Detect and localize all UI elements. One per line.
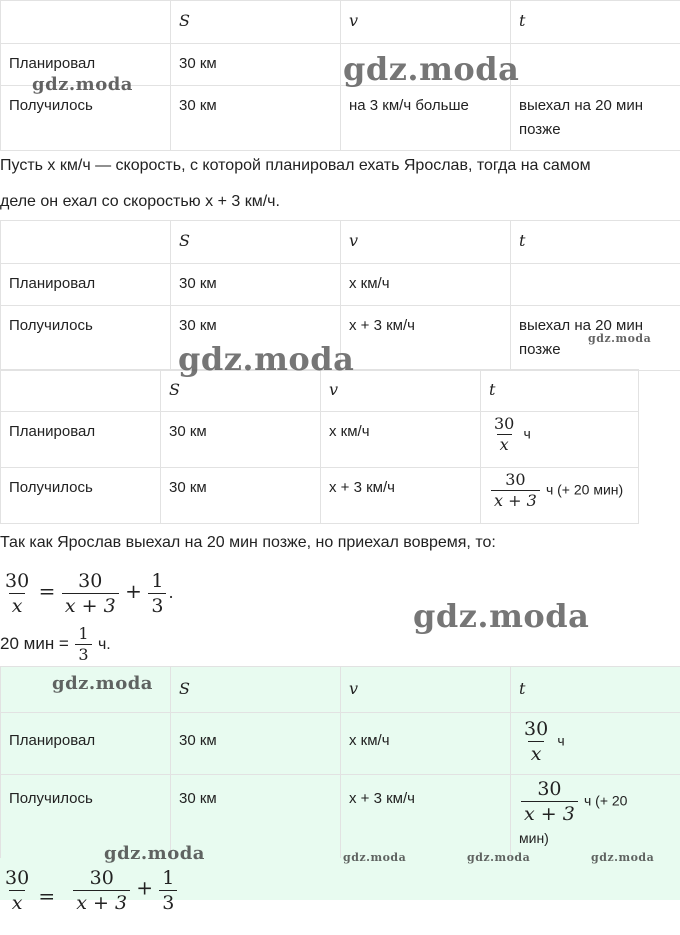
- equation-rhs-fraction: [73, 866, 130, 915]
- table-row: [1, 775, 680, 861]
- fraction-denominator: x + 3: [73, 890, 130, 915]
- conversion-unit: ч.: [97, 636, 111, 653]
- watermark: gdz.moda: [343, 851, 407, 864]
- fraction-numerator: 1: [78, 624, 89, 644]
- fraction-numerator: 30: [5, 570, 30, 593]
- cell-v: x км/ч: [321, 412, 481, 468]
- table-row: [1, 86, 680, 151]
- plus-sign: +: [136, 875, 154, 900]
- cell-s: 30 км: [171, 86, 341, 151]
- fraction-numerator: 1: [151, 570, 164, 593]
- table-row: [1, 412, 639, 468]
- watermark: gdz.moda: [591, 851, 655, 864]
- row-label: Планировал: [1, 44, 171, 86]
- fraction-denominator: x: [528, 741, 545, 766]
- fraction-numerator: 30: [89, 867, 114, 889]
- cell-t-line: выехал на 20 мин: [519, 317, 643, 334]
- row-label: Планировал: [1, 412, 161, 468]
- watermark: gdz.moda: [52, 673, 153, 694]
- header-v: v: [341, 221, 511, 264]
- header-empty: [1, 221, 171, 264]
- header-t: t: [481, 370, 639, 412]
- watermark: gdz.moda: [178, 340, 355, 378]
- cell-s: 30 км: [171, 775, 341, 861]
- cell-t: [481, 468, 639, 524]
- cell-s: 30 км: [171, 713, 341, 775]
- table-row: [1, 264, 680, 306]
- equation: [0, 563, 174, 622]
- row-label: Получилось: [1, 306, 171, 371]
- header-v: v: [341, 1, 511, 44]
- equation-partial: [0, 858, 680, 935]
- header-v: v: [321, 370, 481, 412]
- cell-t: [481, 412, 639, 468]
- table-3: [0, 369, 639, 524]
- fraction-numerator: 30: [5, 867, 30, 889]
- row-label: Получилось: [1, 86, 171, 151]
- watermark: gdz.moda: [343, 50, 520, 88]
- header-s: S: [171, 667, 341, 713]
- cell-t: [511, 713, 680, 775]
- row-label: Планировал: [1, 264, 171, 306]
- table-row: [1, 713, 680, 775]
- equation-rhs-fraction: [62, 569, 119, 618]
- watermark: gdz.moda: [104, 843, 205, 864]
- cell-s: 30 км: [171, 44, 341, 86]
- period: .: [168, 583, 174, 602]
- fraction-denominator: x: [9, 890, 26, 915]
- fraction-denominator: 3: [148, 593, 166, 618]
- cell-v: x + 3 км/ч: [321, 468, 481, 524]
- header-t: t: [511, 1, 680, 44]
- conversion-fraction: [75, 624, 91, 665]
- plus-sign: +: [125, 579, 142, 603]
- row-label: Планировал: [1, 713, 171, 775]
- cell-t: [511, 264, 680, 306]
- table-row: [1, 468, 639, 524]
- fraction-numerator: 30: [494, 414, 515, 433]
- fraction-denominator: x: [497, 434, 512, 455]
- row-label: Получилось: [1, 775, 171, 861]
- watermark: gdz.moda: [467, 851, 531, 864]
- paragraph-condition: Так как Ярослав выехал на 20 мин позже, но приехал вовремя, то:: [0, 534, 496, 551]
- paragraph-speed-definition: Пусть x км/ч — скорость, с которой планировал ехать Ярослав, тогда на самом: [0, 157, 591, 174]
- time-unit: ч: [523, 425, 531, 442]
- fraction-numerator: 30: [537, 778, 562, 800]
- fraction-numerator: 30: [78, 570, 103, 593]
- cell-v: x км/ч: [341, 713, 511, 775]
- header-s: S: [171, 221, 341, 264]
- cell-t: [511, 86, 680, 151]
- fraction-numerator: 30: [524, 718, 549, 740]
- time-unit: ч: [557, 732, 565, 749]
- header-s: S: [171, 1, 341, 44]
- cell-t-line: позже: [519, 341, 561, 358]
- equation-lhs-fraction: [2, 866, 32, 915]
- cell-t: [511, 44, 680, 86]
- time-unit: ч (+ 20 мин): [545, 481, 624, 498]
- conversion-left: 20 мин =: [0, 634, 69, 653]
- time-fraction: [521, 717, 551, 766]
- cell-s: 30 км: [161, 412, 321, 468]
- fraction-denominator: 3: [75, 644, 91, 665]
- watermark: gdz.moda: [588, 332, 652, 345]
- header-empty: [1, 370, 161, 412]
- equals-sign: =: [38, 884, 56, 908]
- header-t: t: [511, 221, 680, 264]
- time-conversion: [0, 622, 111, 666]
- time-unit: ч (+ 20: [583, 792, 628, 809]
- table-header-row: [1, 221, 680, 264]
- cell-s: 30 км: [171, 264, 341, 306]
- equation-third-fraction: [159, 866, 177, 915]
- time-unit-cont: мин): [519, 830, 549, 846]
- cell-s: 30 км: [161, 468, 321, 524]
- cell-v: x + 3 км/ч: [341, 306, 511, 371]
- header-v: v: [341, 667, 511, 713]
- cell-s: 30 км: [171, 306, 341, 371]
- equals-sign: =: [38, 579, 56, 603]
- cell-v: x км/ч: [341, 264, 511, 306]
- fraction-denominator: x + 3: [491, 490, 540, 511]
- fraction-denominator: 3: [159, 890, 177, 915]
- time-fraction: [491, 414, 517, 455]
- cell-v: на 3 км/ч больше: [341, 86, 511, 151]
- time-fraction: [491, 470, 540, 511]
- fraction-denominator: x: [9, 593, 26, 618]
- paragraph-speed-definition-line2: деле он ехал со скоростью x + 3 км/ч.: [0, 193, 280, 210]
- fraction-denominator: x + 3: [62, 593, 119, 618]
- equation-lhs-fraction: [2, 569, 32, 618]
- fraction-denominator: x + 3: [521, 801, 578, 826]
- fraction-numerator: 30: [505, 470, 526, 489]
- table-header-row: [1, 1, 680, 44]
- row-label: Получилось: [1, 468, 161, 524]
- cell-t-line: позже: [519, 121, 561, 138]
- cell-v: x + 3 км/ч: [341, 775, 511, 861]
- cell-t: [511, 775, 680, 861]
- fraction-numerator: 1: [162, 867, 175, 889]
- header-s: S: [161, 370, 321, 412]
- time-fraction: [521, 777, 578, 826]
- watermark: gdz.moda: [32, 74, 133, 95]
- table-4-highlighted: [0, 666, 680, 861]
- cell-t-line: выехал на 20 мин: [519, 97, 643, 114]
- watermark: gdz.moda: [413, 597, 590, 635]
- equation-third-fraction: [148, 569, 166, 618]
- header-t: t: [511, 667, 680, 713]
- header-empty: [1, 1, 171, 44]
